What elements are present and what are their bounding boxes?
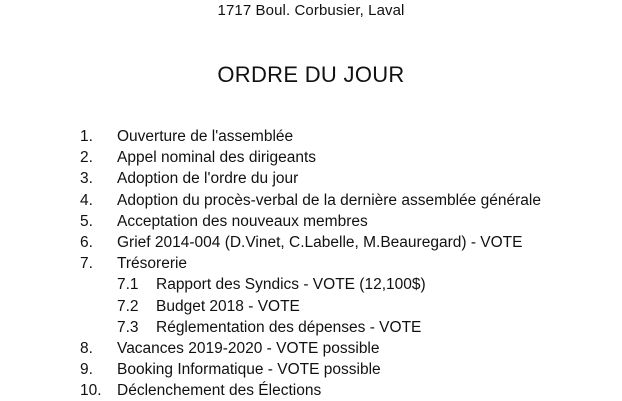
agenda-item-text: Booking Informatique - VOTE possible	[117, 361, 381, 379]
agenda-item	[0, 168, 622, 189]
agenda-item-number: 3.	[80, 170, 93, 188]
agenda-subitem	[0, 296, 622, 317]
agenda-item-number: 8.	[80, 339, 93, 357]
agenda-item-number: 9.	[80, 361, 93, 379]
agenda-subitem-number: 7.1	[117, 276, 139, 294]
agenda-item-text: Ouverture de l'assemblée	[117, 128, 294, 145]
agenda-item	[0, 253, 622, 274]
agenda-subitem-text: Budget 2018 - VOTE	[156, 297, 300, 315]
agenda-subitem	[0, 274, 622, 295]
agenda-subitem-text: Réglementation des dépenses - VOTE	[156, 318, 422, 336]
agenda-subitem-text: Rapport des Syndics - VOTE (12,100$)	[156, 276, 426, 294]
agenda-item-number: 4.	[80, 191, 93, 209]
agenda-item	[0, 190, 622, 211]
agenda-item-number: 1.	[80, 128, 93, 145]
page-title: ORDRE DU JOUR	[217, 62, 405, 87]
agenda-item	[0, 126, 622, 147]
agenda-item-number: 10.	[80, 382, 102, 400]
agenda-item-number: 5.	[80, 212, 93, 230]
agenda-item-text: Trésorerie	[117, 255, 188, 273]
agenda-item	[0, 232, 622, 253]
agenda-subitem-number: 7.3	[117, 318, 139, 336]
agenda-item-text: Adoption de l'ordre du jour	[117, 170, 299, 188]
agenda-item	[0, 338, 622, 359]
agenda-item-text: Acceptation des nouveaux membres	[117, 212, 368, 230]
agenda-item-text: Vacances 2019-2020 - VOTE possible	[117, 339, 380, 357]
agenda-list	[0, 126, 622, 401]
meeting-address: 1717 Boul. Corbusier, Laval	[217, 2, 405, 19]
agenda-item-text: Déclenchement des Élections	[117, 382, 322, 400]
agenda-item-number: 6.	[80, 233, 93, 251]
agenda-item-number: 7.	[80, 255, 93, 273]
agenda-item	[0, 147, 622, 168]
agenda-item-text: Appel nominal des dirigeants	[117, 149, 317, 167]
agenda-subitem-number: 7.2	[117, 297, 139, 315]
agenda-subitem	[0, 317, 622, 338]
agenda-item-text: Grief 2014-004 (D.Vinet, C.Labelle, M.Beauregard) - VOTE	[117, 233, 523, 251]
agenda-item-text: Adoption du procès-verbal de la dernière assemblée générale	[117, 191, 541, 209]
agenda-item-number: 2.	[80, 149, 93, 167]
agenda-item	[0, 380, 622, 401]
agenda-item	[0, 211, 622, 232]
agenda-item	[0, 359, 622, 380]
